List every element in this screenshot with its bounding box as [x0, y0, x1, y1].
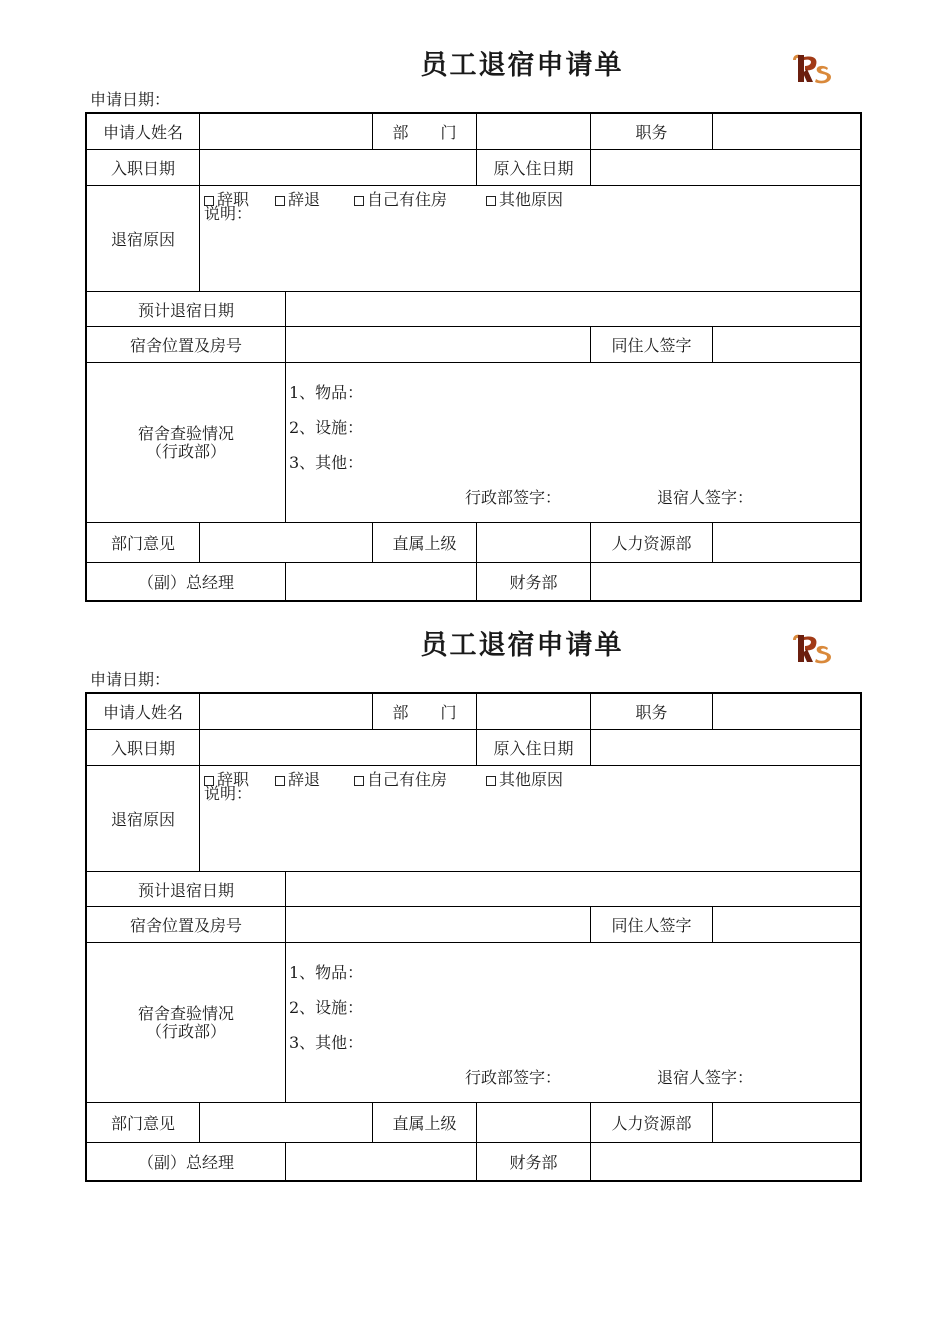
opt-dismiss-label: 辞退 [288, 190, 321, 209]
form-title: 员工退宿申请单 [420, 50, 624, 81]
opt-dismiss-label: 辞退 [288, 770, 321, 789]
dorm-checkout-form-2 [0, 626, 950, 1186]
inspect-others-label: 3、其他： [289, 453, 364, 472]
dept-opinion-field[interactable] [200, 523, 373, 563]
dept-opinion-label: 部门意见 [87, 523, 200, 563]
position-label: 职务 [591, 114, 713, 150]
checkbox-icon[interactable] [275, 196, 285, 206]
roommate-sign-field[interactable] [713, 327, 860, 363]
apply-date-label: 申请日期： [90, 90, 171, 109]
inspect-items-label: 1、物品： [289, 383, 364, 402]
inspection-details[interactable] [286, 943, 860, 1103]
supervisor-field[interactable] [477, 1103, 591, 1143]
leaver-sign-label: 退宿人签字： [657, 1068, 754, 1087]
room-field[interactable] [286, 327, 591, 363]
reason-label: 退宿原因 [87, 186, 200, 292]
company-logo-icon [790, 51, 832, 85]
inspect-items-label: 1、物品： [289, 963, 364, 982]
leaver-sign-label: 退宿人签字： [657, 488, 754, 507]
dept-opinion-label: 部门意见 [87, 1103, 200, 1143]
inspection-label-line2: （行政部） [145, 1021, 226, 1041]
checkbox-icon[interactable] [486, 196, 496, 206]
roommate-sign-label: 同住人签字 [591, 327, 713, 363]
name-field[interactable] [200, 694, 373, 730]
form-title: 员工退宿申请单 [420, 630, 624, 661]
supervisor-label: 直属上级 [373, 523, 477, 563]
gm-label: （副）总经理 [87, 1143, 286, 1180]
inspection-label-line2: （行政部） [145, 441, 226, 461]
gm-field[interactable] [286, 1143, 477, 1180]
hr-field[interactable] [713, 1103, 860, 1143]
opt-own-house-label: 自己有住房 [367, 190, 448, 209]
orig-checkin-field[interactable] [591, 150, 860, 186]
hr-label: 人力资源部 [591, 1103, 713, 1143]
inspection-label-line1: 宿舍查验情况 [137, 423, 234, 443]
orig-checkin-label: 原入住日期 [477, 730, 591, 766]
inspect-facilities-label: 2、设施： [289, 998, 364, 1017]
dept-opinion-field[interactable] [200, 1103, 373, 1143]
opt-resign-label: 辞职 [217, 190, 250, 209]
name-label: 申请人姓名 [87, 114, 200, 150]
hr-label: 人力资源部 [591, 523, 713, 563]
finance-label: 财务部 [477, 1143, 591, 1180]
opt-other-label: 其他原因 [499, 770, 564, 789]
planned-date-label: 预计退宿日期 [87, 292, 286, 327]
admin-sign-label: 行政部签字： [465, 1068, 562, 1087]
planned-date-field[interactable] [286, 872, 860, 907]
dept-label: 部 门 [373, 114, 477, 150]
opt-own-house-label: 自己有住房 [367, 770, 448, 789]
inspect-facilities-label: 2、设施： [289, 418, 364, 437]
dept-field[interactable] [477, 694, 591, 730]
inspection-label [87, 363, 286, 523]
position-label: 职务 [591, 694, 713, 730]
supervisor-label: 直属上级 [373, 1103, 477, 1143]
entry-date-field[interactable] [200, 730, 477, 766]
checkbox-icon[interactable] [486, 776, 496, 786]
roommate-sign-label: 同住人签字 [591, 907, 713, 943]
gm-field[interactable] [286, 563, 477, 600]
application-table [85, 112, 862, 602]
apply-date-label: 申请日期： [90, 670, 171, 689]
room-label: 宿舍位置及房号 [87, 907, 286, 943]
opt-own-house[interactable] [354, 767, 447, 790]
application-table [85, 692, 862, 1182]
entry-date-label: 入职日期 [87, 730, 200, 766]
opt-resign-label: 辞职 [217, 770, 250, 789]
dept-label: 部 门 [373, 694, 477, 730]
dept-field[interactable] [477, 114, 591, 150]
opt-dismiss[interactable] [275, 187, 320, 210]
name-label: 申请人姓名 [87, 694, 200, 730]
roommate-sign-field[interactable] [713, 907, 860, 943]
checkbox-icon[interactable] [354, 196, 364, 206]
entry-date-field[interactable] [200, 150, 477, 186]
reason-options [200, 186, 860, 292]
opt-other[interactable] [486, 767, 563, 790]
checkbox-icon[interactable] [275, 776, 285, 786]
gm-label: （副）总经理 [87, 563, 286, 600]
inspection-details[interactable] [286, 363, 860, 523]
admin-sign-label: 行政部签字： [465, 488, 562, 507]
orig-checkin-field[interactable] [591, 730, 860, 766]
finance-label: 财务部 [477, 563, 591, 600]
position-field[interactable] [713, 114, 860, 150]
reason-options [200, 766, 860, 872]
checkbox-icon[interactable] [354, 776, 364, 786]
entry-date-label: 入职日期 [87, 150, 200, 186]
opt-dismiss[interactable] [275, 767, 320, 790]
orig-checkin-label: 原入住日期 [477, 150, 591, 186]
inspection-label-line1: 宿舍查验情况 [137, 1003, 234, 1023]
inspect-others-label: 3、其他： [289, 1033, 364, 1052]
name-field[interactable] [200, 114, 373, 150]
finance-field[interactable] [591, 563, 860, 600]
reason-note-label: 说明： [204, 204, 253, 223]
inspection-label [87, 943, 286, 1103]
supervisor-field[interactable] [477, 523, 591, 563]
position-field[interactable] [713, 694, 860, 730]
planned-date-field[interactable] [286, 292, 860, 327]
opt-other-label: 其他原因 [499, 190, 564, 209]
room-field[interactable] [286, 907, 591, 943]
finance-field[interactable] [591, 1143, 860, 1180]
reason-note-label: 说明： [204, 784, 253, 803]
reason-label: 退宿原因 [87, 766, 200, 872]
opt-other[interactable] [486, 187, 563, 210]
company-logo-icon [790, 631, 832, 665]
planned-date-label: 预计退宿日期 [87, 872, 286, 907]
hr-field[interactable] [713, 523, 860, 563]
dorm-checkout-form-1 [0, 46, 950, 606]
opt-own-house[interactable] [354, 187, 447, 210]
room-label: 宿舍位置及房号 [87, 327, 286, 363]
